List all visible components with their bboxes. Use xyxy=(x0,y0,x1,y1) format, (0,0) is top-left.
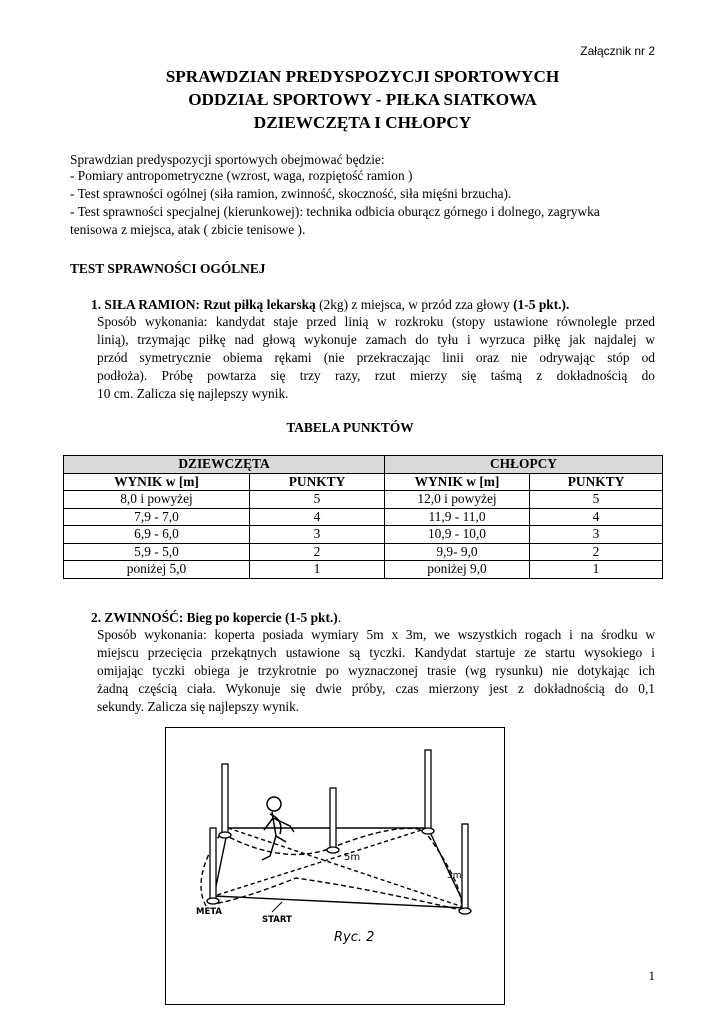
test-2-line-4: żadną częścią ciała. Wykonuje się dwie próby, czas mierzony jest z dokładnością do 0,1 xyxy=(97,681,655,696)
points-table xyxy=(63,455,663,579)
test-2-line-2: miejscu przecięcia przekątnych ustawione są tyczki. Kandydat startuje ze startu wysokiego i xyxy=(97,645,655,660)
intro-item-2: - Test sprawności ogólnej (siła ramion, zwinność, skoczność, siła mięśni brzucha). xyxy=(70,186,512,201)
table-cell: 7,9 - 7,0 xyxy=(64,508,250,526)
table-cell: 1 xyxy=(250,561,385,579)
table-cell: 2 xyxy=(250,543,385,561)
intro-lead: Sprawdzian predyspozycji sportowych obejmować będzie: xyxy=(70,152,385,167)
test-2-line-5: sekundy. Zalicza się najlepszy wynik. xyxy=(97,699,300,714)
table-header-row xyxy=(64,473,663,491)
table-cell: 3 xyxy=(250,526,385,544)
pole-base xyxy=(219,832,231,838)
title-line-1: SPRAWDZIAN PREDYSPOZYCJI SPORTOWYCH xyxy=(165,67,560,86)
page-number: 1 xyxy=(648,968,655,983)
test-1-line-4: podłoża). Próbę powtarza się trzy razy, rzut mierzy się taśmą z dokładnością do xyxy=(97,368,655,383)
table-cell: poniżej 9,0 xyxy=(385,561,530,579)
test-2-end: . xyxy=(337,610,342,625)
pole-base xyxy=(327,847,339,853)
table-row xyxy=(64,561,663,579)
table-cell: 10,9 - 10,0 xyxy=(385,526,530,544)
title-line-2: ODDZIAŁ SPORTOWY - PIŁKA SIATKOWA xyxy=(188,90,537,109)
start-pointer-line xyxy=(272,902,282,912)
intro-item-3-line-2: tenisowa z miejsca, atak ( zbicie tenisowe ). xyxy=(70,222,306,237)
test-1-line-5: 10 cm. Zalicza się najlepszy wynik. xyxy=(97,386,289,401)
table-cell: 3 xyxy=(530,526,663,544)
pole xyxy=(210,828,216,900)
table-row xyxy=(64,491,663,509)
label-meta: META xyxy=(196,907,222,917)
title-line-3: DZIEWCZĘTA I CHŁOPCY xyxy=(253,113,472,132)
table-cell: poniżej 5,0 xyxy=(64,561,250,579)
table-cell: 12,0 i powyżej xyxy=(385,491,530,509)
table-cell: 5 xyxy=(250,491,385,509)
test-2-line-1: Sposób wykonania: koperta posiada wymiary 5m x 3m, we wszystkich rogach i na środku w xyxy=(97,627,655,642)
table-cell: 5,9 - 5,0 xyxy=(64,543,250,561)
pole xyxy=(330,788,336,850)
test-1-detail: (2kg) z miejsca, w przód zza głowy xyxy=(315,297,514,312)
table-cell: 1 xyxy=(530,561,663,579)
test-1-line-3: przód symetrycznie obiema rękami (nie przekraczając linii oraz nie odrywając stóp od xyxy=(97,350,655,365)
test-1-number: 1. xyxy=(91,297,102,312)
table-group-boys: CHŁOPCY xyxy=(385,456,663,474)
test-2-heading xyxy=(91,609,679,627)
table-row xyxy=(64,508,663,526)
table-cell: 11,9 - 11,0 xyxy=(385,508,530,526)
table-cell: 6,9 - 6,0 xyxy=(64,526,250,544)
pole-base xyxy=(459,908,471,914)
test-1-line-2: linią), trzymając piłkę nad głową wykonuje zamach do tyłu i wyrzuca piłkę jak najdalej w xyxy=(97,332,655,347)
label-start: START xyxy=(262,915,292,925)
test-1-end: . xyxy=(566,297,570,312)
table-row xyxy=(64,543,663,561)
test-1-line-1: Sposób wykonania: kandydat staje przed linią w rozkroku (stopy ustawione równolegle przed xyxy=(97,314,655,329)
intro-item-1: - Pomiary antropometryczne (wzrost, waga, rozpiętość ramion ) xyxy=(70,168,413,183)
pole xyxy=(425,750,431,830)
label-3m: 3m xyxy=(447,871,462,881)
pole-base xyxy=(207,898,219,904)
pole-base xyxy=(422,828,434,834)
test-2-line-3: omijając tyczki obiega je trzykrotnie po wyznaczonej trasie (wg rysunku) nie dotykając ich xyxy=(97,663,655,678)
table-cell: 5 xyxy=(530,491,663,509)
attachment-label: Załącznik nr 2 xyxy=(580,44,655,58)
pole xyxy=(222,764,228,834)
test-1-name: SIŁA RAMION: Rzut piłką lekarską xyxy=(104,297,316,312)
table-cell: 9,9- 9,0 xyxy=(385,543,530,561)
envelope-run-drawing xyxy=(166,728,503,1003)
envelope-run-figure xyxy=(165,727,505,1005)
table-header-cell: WYNIK w [m] xyxy=(385,473,530,491)
intro-item-3-line-1: - Test sprawności specjalnej (kierunkowej): technika odbicia oburącz górnego i dolnego, zagrywka xyxy=(70,204,600,219)
table-header-cell: PUNKTY xyxy=(250,473,385,491)
table-cell: 8,0 i powyżej xyxy=(64,491,250,509)
table-header-cell: PUNKTY xyxy=(530,473,663,491)
table-header-cell: WYNIK w [m] xyxy=(64,473,250,491)
test-1-points: (1-5 pkt.) xyxy=(513,297,566,312)
table-row xyxy=(64,526,663,544)
figure-caption: Ryc. 2 xyxy=(334,930,375,945)
table-cell: 4 xyxy=(530,508,663,526)
label-5m: 5m xyxy=(344,852,361,863)
table-cell: 2 xyxy=(530,543,663,561)
test-1-heading xyxy=(91,296,679,314)
test-2-name: ZWINNOŚĆ: Bieg po kopercie (1-5 pkt.) xyxy=(104,610,338,625)
test-2-number: 2. xyxy=(91,610,102,625)
section-heading: TEST SPRAWNOŚCI OGÓLNEJ xyxy=(70,261,266,276)
diagonal-line xyxy=(214,828,428,896)
table-title: TABELA PUNKTÓW xyxy=(286,420,414,435)
table-group-girls: DZIEWCZĘTA xyxy=(64,456,385,474)
pole xyxy=(462,824,468,910)
table-group-row xyxy=(64,456,663,474)
table-cell: 4 xyxy=(250,508,385,526)
